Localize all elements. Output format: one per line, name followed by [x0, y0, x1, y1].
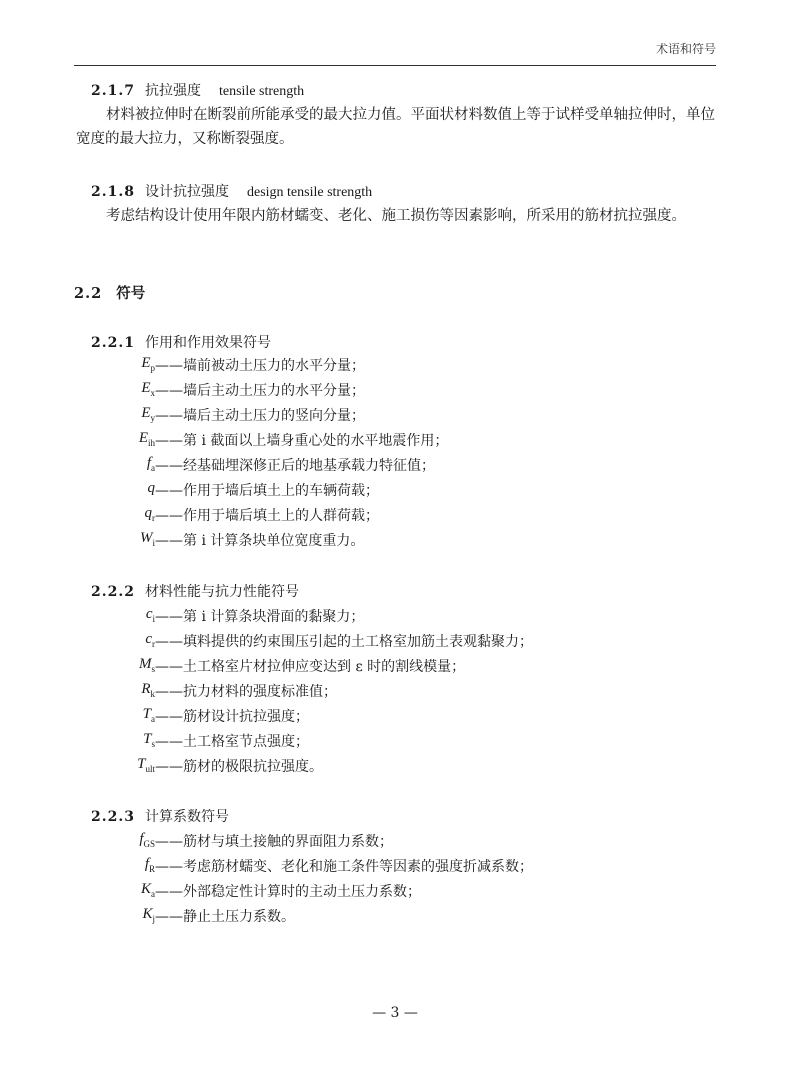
symbol-entry	[0, 831, 790, 853]
subsection-heading: 2.2.3 计算系数符号	[91, 809, 229, 825]
term-number: 2.1.8	[91, 184, 135, 200]
symbol-description: ——土工格室节点强度；	[155, 734, 309, 750]
symbol: $E_y$	[141, 405, 155, 423]
term-cn: 抗拉强度	[144, 83, 201, 99]
section-heading	[74, 282, 145, 303]
symbol-entry	[0, 505, 790, 527]
symbol: $K_j$	[142, 906, 155, 924]
symbol-entry	[0, 430, 790, 452]
symbol: $c_r$	[145, 631, 155, 649]
symbol: $f_a$	[146, 455, 155, 473]
symbol-entry	[0, 480, 790, 502]
symbol: $T_{ult}$	[137, 756, 155, 774]
symbol-description: ——静止土压力系数。	[155, 909, 295, 925]
symbol: $E_x$	[141, 380, 155, 398]
symbol-description: ——外部稳定性计算时的主动土压力系数；	[155, 884, 421, 900]
symbol: $E_p$	[141, 355, 155, 373]
symbol: $R_k$	[141, 681, 155, 699]
symbol: $K_a$	[140, 881, 155, 899]
symbol-description: ——考虑筋材蠕变、老化和施工条件等因素的强度折减系数；	[155, 859, 533, 875]
symbol-description: ——第 i 计算条块滑面的黏聚力；	[155, 609, 365, 625]
term-heading	[91, 181, 372, 201]
term-cn: 设计抗拉强度	[144, 184, 229, 200]
symbol: $c_i$	[145, 606, 155, 624]
symbol-description: ——筋材与填土接触的界面阻力系数；	[155, 834, 393, 850]
symbol-description: ——作用于墙后填土上的人群荷载；	[155, 508, 379, 524]
symbol-description: ——墙前被动土压力的水平分量；	[155, 358, 365, 374]
symbol-entry	[0, 731, 790, 753]
running-header	[74, 38, 716, 66]
symbol-entry	[0, 380, 790, 402]
header-title: 术语和符号	[655, 42, 716, 56]
symbol-entry	[0, 656, 790, 678]
symbol-description: ——经基础埋深修正后的地基承载力特征值；	[155, 458, 435, 474]
term-description: 材料被拉伸时在断裂前所能承受的最大拉力值。平面状材料数值上等于试样受单轴拉伸时，单位宽度的最大拉力，又称断裂强度。	[76, 107, 715, 147]
symbol-description: ——第 i 计算条块单位宽度重力。	[155, 533, 365, 549]
symbol-description: ——筋材的极限抗拉强度。	[155, 759, 323, 775]
symbol-entry	[0, 906, 790, 928]
symbol-entry	[0, 856, 790, 878]
page-number: — 3 —	[372, 1005, 418, 1021]
term-en: design tensile strength	[246, 185, 373, 200]
symbol-description: ——作用于墙后填土上的车辆荷载；	[155, 483, 379, 499]
symbol: q	[147, 480, 155, 496]
symbol-entry	[0, 756, 790, 778]
term-en: tensile strength	[218, 84, 305, 99]
symbol-description: ——填料提供的约束围压引起的土工格室加筋土表观黏聚力；	[155, 634, 533, 650]
symbol: $f_{GS}$	[139, 831, 155, 849]
symbol: $f_R$	[144, 856, 155, 874]
symbol-entry	[0, 631, 790, 653]
symbol-entry	[0, 681, 790, 703]
term-description: 考虑结构设计使用年限内筋材蠕变、老化、施工损伤等因素影响，所采用的筋材抗拉强度。	[106, 208, 686, 224]
symbol-entry	[0, 706, 790, 728]
symbol: $q_r$	[144, 505, 155, 523]
symbol-description: ——抗力材料的强度标准值；	[155, 684, 337, 700]
symbol-entry	[0, 530, 790, 552]
symbol-entry	[0, 881, 790, 903]
symbol: $M_s$	[138, 656, 155, 674]
symbol-description: ——筋材设计抗拉强度；	[155, 709, 309, 725]
symbol: $E_{ih}$	[138, 430, 155, 448]
subsection-heading: 2.2.2 材料性能与抗力性能符号	[91, 584, 299, 600]
symbol-entry	[0, 606, 790, 628]
symbol-description: ——土工格室片材拉伸应变达到 ε 时的割线模量；	[155, 659, 466, 675]
symbol-description: ——墙后主动土压力的水平分量；	[155, 383, 365, 399]
symbol: $T_a$	[142, 706, 155, 724]
term-number: 2.1.7	[91, 83, 135, 99]
symbol: $T_s$	[143, 731, 155, 749]
section-number: 2.2	[74, 285, 103, 302]
term-heading	[91, 80, 304, 100]
symbol-description: ——墙后主动土压力的竖向分量；	[155, 408, 365, 424]
symbol-entry	[0, 355, 790, 377]
symbol-entry	[0, 405, 790, 427]
section-title: 符号	[116, 285, 146, 302]
symbol-description: ——第 i 截面以上墙身重心处的水平地震作用；	[155, 433, 449, 449]
subsection-heading: 2.2.1 作用和作用效果符号	[91, 335, 271, 351]
symbol-entry	[0, 455, 790, 477]
symbol: $W_i$	[139, 530, 155, 548]
